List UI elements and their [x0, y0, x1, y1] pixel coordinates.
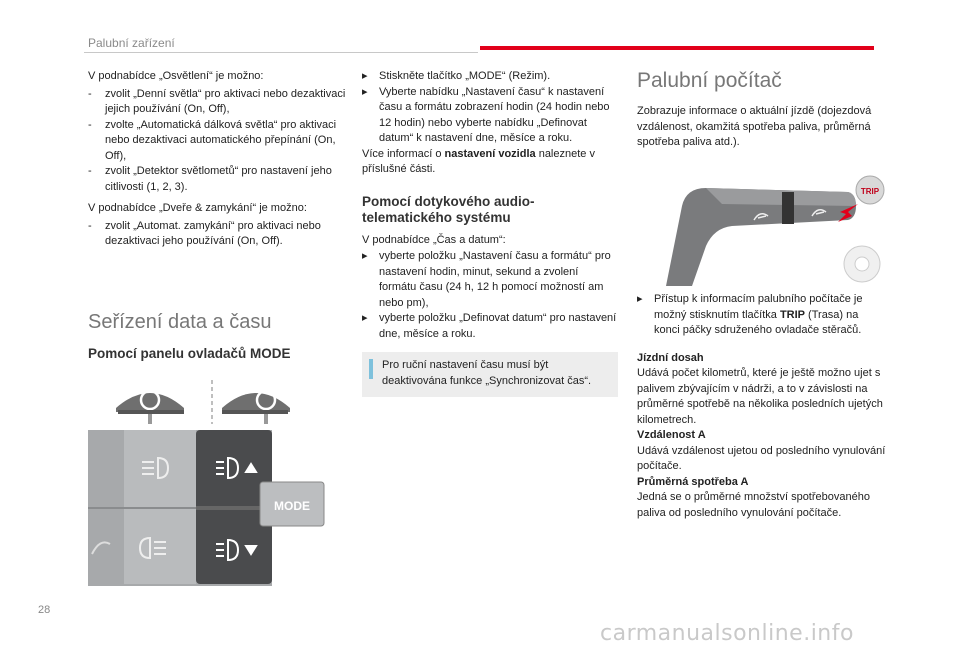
arrow-bullet-icon: ▸: [362, 250, 368, 262]
definition-text: Udává vzdálenost ujetou od posledního vynulování počítače.: [637, 444, 886, 472]
running-header: Palubní zařízení: [88, 36, 175, 50]
dash-marker: -: [88, 165, 92, 177]
list-item: [637, 292, 887, 339]
info-icon: [369, 359, 373, 379]
vehicle-settings-link: nastavení vozidla: [444, 147, 536, 160]
list-item-text: zvolit „Denní světla“ pro aktivaci nebo dezaktivaci jejich používání (On, Off),: [105, 87, 346, 115]
lighting-intro: V podnabídce „Osvětlení“ je možno:: [88, 70, 264, 82]
arrow-bullet-icon: ▸: [362, 85, 368, 98]
list-item-text: zvolit „Automat. zamykání“ pro aktivaci nebo dezaktivaci jeho používání (On, Off).: [105, 219, 321, 247]
trip-keyword: TRIP: [779, 308, 805, 321]
more-info-text: [362, 147, 618, 178]
lighting-list: [88, 87, 354, 196]
column-left: [88, 69, 354, 362]
steering-wheel-small-icon: [844, 246, 880, 282]
header-rule: [84, 52, 478, 53]
text-run: Přístup k informacím palubního počítače je možný stisknutím tlačítka: [654, 293, 863, 321]
definition-text: Udává počet kilometrů, které je ještě možno ujet s palivem zbývajícím v nádrži, a to v závislosti na průměrné spotřebě na několika posledních ujetých kilometrech.: [637, 367, 883, 426]
list-item: [362, 311, 618, 342]
definition-item: [637, 475, 887, 522]
list-item: [362, 85, 618, 147]
arrow-bullet-icon: ▸: [637, 293, 643, 305]
definition-term: Průměrná spotřeba A: [637, 475, 749, 488]
section-title-date-time: Seřízení data a času: [88, 310, 272, 333]
list-item: [362, 69, 618, 85]
list-item: [362, 249, 618, 311]
list-item: [88, 164, 354, 195]
text-run: (Trasa) na konci páčky sdruženého ovladače stěračů.: [654, 308, 862, 336]
arrow-bullet-icon: ▸: [362, 70, 368, 82]
definition-term: Jízdní dosah: [637, 351, 704, 364]
steering-wheel-right-icon: [222, 391, 290, 424]
list-item: [88, 219, 354, 250]
section-title-trip-computer: Palubní počítač: [637, 69, 782, 92]
column-right-lower: [637, 292, 887, 521]
time-date-intro: V podnabídce „Čas a datum“:: [362, 233, 506, 246]
list-item-text: zvolit „Detektor světlometů“ pro nastavení jeho citlivosti (1, 2, 3).: [105, 165, 332, 193]
list-item: [88, 87, 354, 118]
dash-marker: -: [88, 219, 92, 232]
header-accent-bar: [480, 46, 874, 50]
page-number: 28: [38, 604, 51, 616]
definition-term: Vzdálenost A: [637, 429, 706, 441]
watermark: carmanualsonline.info: [600, 621, 854, 646]
subsection-title-mode: Pomocí panelu ovladačů MODE: [88, 345, 291, 361]
wiper-stalk-illustration: [662, 166, 888, 288]
trip-button-label: TRIP: [860, 187, 880, 196]
info-note-text: Pro ruční nastavení času musí být deaktivována funkce „Synchronizovat čas“.: [382, 359, 592, 387]
column-middle: [362, 69, 618, 397]
text-run: Více informací o: [362, 147, 445, 160]
definition-text: Jedná se o průměrné množství spotřebovaného paliva od posledního vynulování počítače.: [637, 491, 870, 519]
list-item-text: vyberte položku „Definovat datum“ pro nastavení dne, měsíce a roku.: [379, 312, 617, 340]
text-run: naleznete v příslušné části.: [362, 147, 595, 175]
doors-intro: V podnabídce „Dveře & zamykání“ je možno:: [88, 202, 307, 214]
definitions: [637, 351, 887, 522]
info-note: [362, 352, 618, 397]
steering-wheel-left-icon: [116, 391, 184, 424]
mode-panel-illustration: [88, 378, 328, 586]
definition-item: [637, 428, 887, 475]
column-right: [637, 69, 887, 157]
list-item: [88, 118, 354, 165]
list-item-text: zvolte „Automatická dálková světla“ pro aktivaci nebo dezaktivaci automatického přepínání (On, Off),: [105, 118, 337, 162]
list-item-text: vyberte položku „Nastavení času a formátu“ pro nastavení hodin, minut, sekund a zvolení formátu času (24 h, 12 h pomocí možností am nebo pm),: [379, 250, 611, 309]
mode-button-label: MODE: [274, 499, 310, 513]
dash-marker: -: [88, 87, 92, 100]
subsection-title-touchscreen: Pomocí dotykového audio-telematického systému: [362, 193, 535, 225]
arrow-bullet-icon: ▸: [362, 312, 368, 324]
list-item-text: Stiskněte tlačítko „MODE“ (Režim).: [379, 70, 551, 82]
trip-intro: Zobrazuje informace o aktuální jízdě (dojezdová vzdálenost, okamžitá spotřeba paliva, průměrná spotřeba paliva atd.).: [637, 105, 872, 148]
list-item-text: Vyberte nabídku „Nastavení času“ k nastavení času a formátu zobrazení hodin (24 hodin nebo 12 hodin) nebo vyberte nabídku „Definovat datum“ k nastavení dne, měsíce a roku.: [379, 85, 610, 144]
dash-marker: -: [88, 118, 92, 131]
definition-item: [637, 351, 887, 429]
